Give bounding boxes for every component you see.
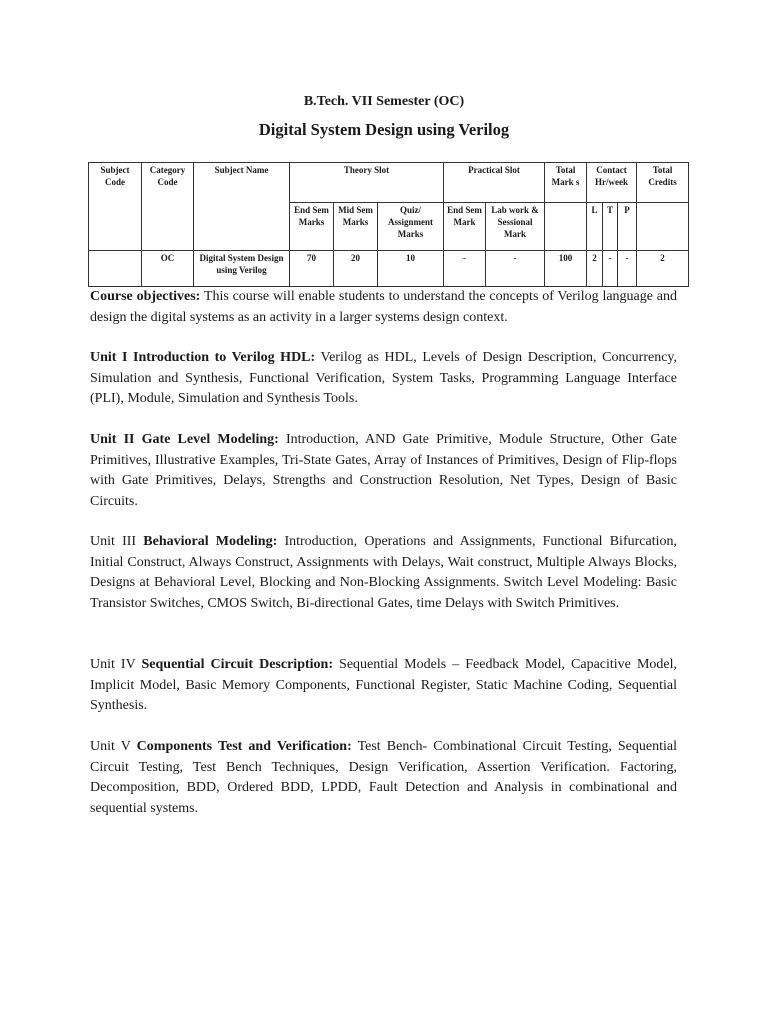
header-subject-name: Subject Name — [194, 163, 290, 251]
table-header-row — [89, 163, 689, 203]
unit-3 — [90, 532, 677, 615]
header-practical-end-sem: End Sem Mark — [444, 203, 486, 251]
header-subject-code: Subject Code — [89, 163, 142, 251]
cell-quiz: 10 — [378, 251, 444, 287]
header-total-marks: Total Mark s — [545, 163, 587, 203]
unit-3-text: Introduction, Operations and Assignments, Functional Bifurcation, Initial Construct, Always Construct, Assignments with Delays, Wait construct, Multiple Always Blocks, Designs at Behavioral Level, Blocking and Non-Blocking Assignments. Switch Level Modeling: Basic Transistor Switches, CMOS Switch, Bi-directional Gates, time Delays with Switch Primitives. — [90, 534, 677, 612]
unit-1 — [90, 348, 677, 410]
cell-lab-work: - — [486, 251, 545, 287]
header-credits-blank — [637, 203, 689, 251]
cell-practical-end-sem: - — [444, 251, 486, 287]
unit-4 — [90, 655, 677, 717]
unit-1-label: Unit I Introduction to Verilog HDL: — [90, 350, 316, 365]
header-category-code: Category Code — [142, 163, 194, 251]
unit-3-label: Behavioral Modeling: — [143, 534, 278, 549]
cell-mid-sem: 20 — [334, 251, 378, 287]
unit-4-label: Sequential Circuit Description: — [141, 657, 333, 672]
header-practical-slot: Practical Slot — [444, 163, 545, 203]
header-total-marks-blank — [545, 203, 587, 251]
cell-credits: 2 — [637, 251, 689, 287]
header-P: P — [618, 203, 637, 251]
cell-P: - — [618, 251, 637, 287]
unit-5-text: Test Bench- Combinational Circuit Testing, Sequential Circuit Testing, Test Bench Techniques, Design Verification, Assertion Verification. Factoring, Decomposition, BDD, Ordered BDD, LPDD, Fault Detection and Analysis in combinational and sequential systems. — [90, 739, 677, 817]
cell-subject-code — [89, 251, 142, 287]
syllabus-table — [88, 162, 689, 287]
unit-2-label: Unit II Gate Level Modeling: — [90, 432, 279, 447]
unit-5 — [90, 737, 677, 820]
cell-subject-name: Digital System Design using Verilog — [194, 251, 290, 287]
header-L: L — [587, 203, 603, 251]
cell-end-sem: 70 — [290, 251, 334, 287]
header-contact-hr: Contact Hr/week — [587, 163, 637, 203]
header-total-credits: Total Credits — [637, 163, 689, 203]
unit-4-text: Sequential Models – Feedback Model, Capacitive Model, Implicit Model, Basic Memory Components, Functional Register, Static Machine Coding, Sequential Synthesis. — [90, 657, 677, 714]
unit-4-prefix: Unit IV — [90, 657, 142, 672]
header-theory-slot: Theory Slot — [290, 163, 444, 203]
course-objectives-text: This course will enable students to understand the concepts of Verilog language and design the digital systems as an activity in a larger systems design context. — [90, 289, 677, 325]
cell-T: - — [603, 251, 618, 287]
unit-2-text: Introduction, AND Gate Primitive, Module Structure, Other Gate Primitives, Illustrative Examples, Tri-State Gates, Array of Instances of Primitives, Design of Flip-flops with Gate Primitives, Delays, Strengths and Construction Resolution, Net Types, Design of Basic Circuits. — [90, 432, 677, 510]
header-quiz-marks: Quiz/ Assignment Marks — [378, 203, 444, 251]
header-T: T — [603, 203, 618, 251]
cell-total-marks: 100 — [545, 251, 587, 287]
unit-5-prefix: Unit V — [90, 739, 137, 754]
course-objectives — [90, 287, 677, 328]
header-mid-sem-marks: Mid Sem Marks — [334, 203, 378, 251]
cell-category-code: OC — [142, 251, 194, 287]
unit-5-label: Components Test and Verification: — [136, 739, 352, 754]
cell-L: 2 — [587, 251, 603, 287]
semester-heading: B.Tech. VII Semester (OC) — [303, 94, 465, 109]
header-lab-work: Lab work & Sessional Mark — [486, 203, 545, 251]
table-row — [89, 251, 689, 287]
unit-2 — [90, 430, 677, 513]
course-title: Digital System Design using Verilog — [258, 120, 510, 139]
course-objectives-label: Course objectives: — [90, 289, 201, 304]
unit-1-text: Verilog as HDL, Levels of Design Description, Concurrency, Simulation and Synthesis, Functional Verification, System Tasks, Programming Language Interface (PLI), Module, Simulation and Synthesis Tools. — [90, 350, 678, 407]
unit-3-prefix: Unit III — [90, 534, 144, 549]
header-end-sem-marks: End Sem Marks — [290, 203, 334, 251]
